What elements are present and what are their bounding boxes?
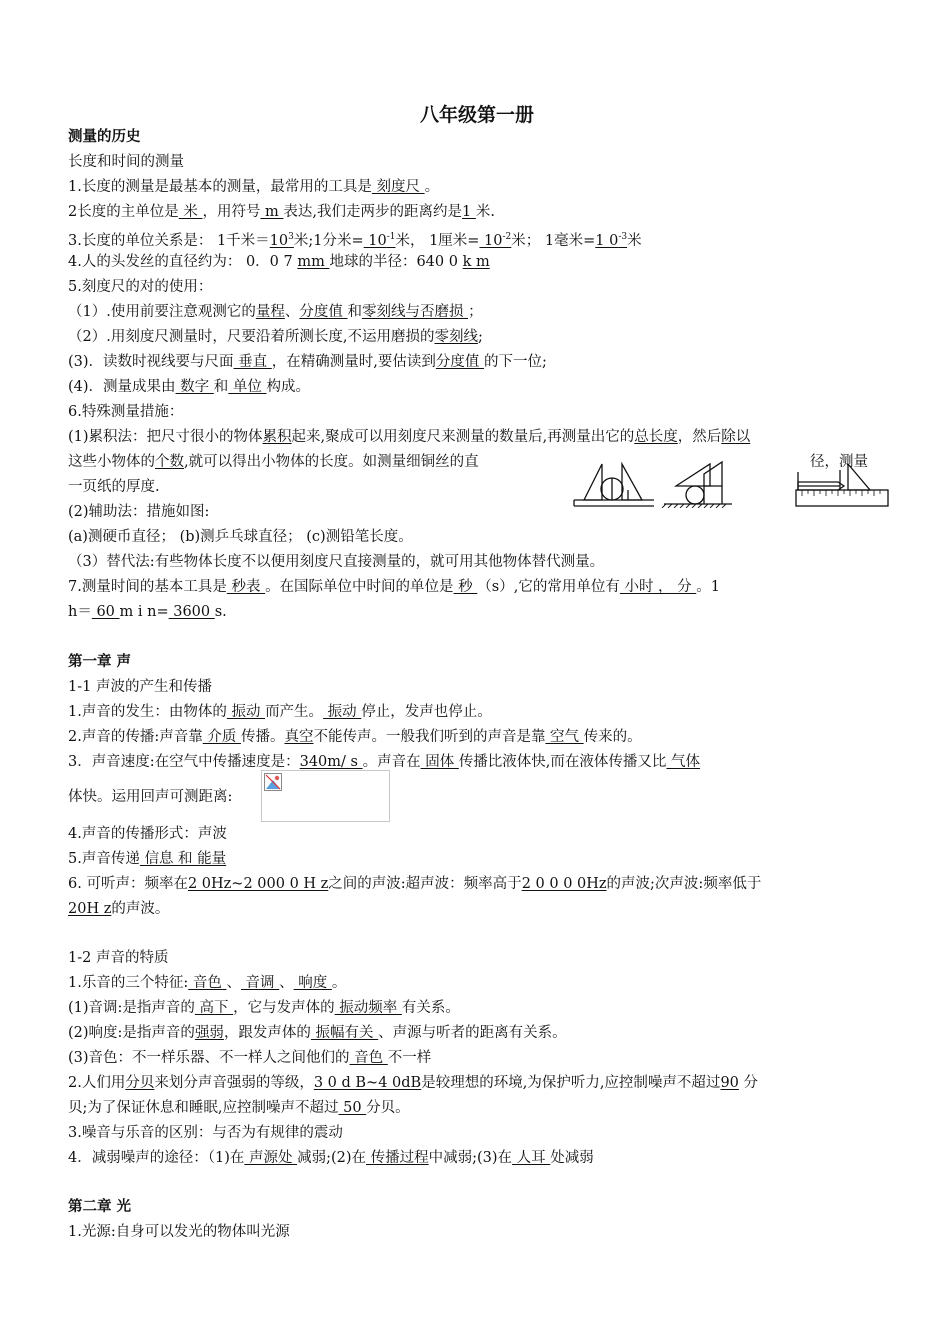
text-line: (2)辅助法：措施如图:	[68, 504, 210, 520]
text-line: 这些小物体的个数,就可以得出小物体的长度。如测量细铜丝的直	[68, 454, 479, 470]
coin-measure-figure	[574, 464, 654, 506]
subsection-heading: 1-2 声音的特质	[68, 950, 169, 966]
text-line: (2)响度:是指声音的强弱，跟发声体的 振幅有关 、声源与听者的距离有关系。	[68, 1025, 567, 1041]
text-line: 1.乐音的三个特征: 音色 、 音调 、 响度 。	[68, 975, 347, 991]
missing-image-placeholder	[261, 770, 390, 822]
text-line: 7.测量时间的基本工具是 秒表 。在国际单位中时间的单位是 秒 （s）,它的常用单位有 小时 ， 分 。1	[68, 579, 721, 595]
text-line-tail: 径，测量	[810, 454, 868, 470]
text-line: 1.光源:自身可以发光的物体叫光源	[68, 1224, 290, 1240]
text-line: 1.声音的发生：由物体的 振动 而产生。 振动 停止，发声也停止。	[68, 704, 492, 720]
text-line: 2.声音的传播:声音靠 介质 传播。真空不能传声。一般我们听到的声音是靠 空气 传来的。	[68, 729, 642, 745]
text-line: 体快。运用回声可测距离:	[68, 789, 233, 805]
pencil-measure-figure	[796, 464, 888, 506]
text-line: 5.刻度尺的对的使用：	[68, 279, 213, 295]
text-line: h＝ 60 m i n= 3600 s.	[68, 604, 227, 620]
text-line: 6. 可听声：频率在2 0Hz~2 000 0 H z之间的声波:超声波：频率高于2 0 0 0 0Hz的声波;次声波:频率低于	[68, 876, 762, 892]
text-line: 3．声音速度:在空气中传播速度是：340m/ s 。声音在 固体 传播比液体快,而在液体传播又比 气体	[68, 754, 701, 770]
text-line: (a)测硬币直径； (b)测乒乓球直径； (c)测铅笔长度。	[68, 529, 413, 545]
text-line: (1)音调:是指声音的 高下 ，它与发声体的 振动频率 有关系。	[68, 1000, 460, 1016]
section-heading: 测量的历史	[68, 129, 141, 145]
text-line: 3.长度的单位关系是： 1千米$=10^3$米;1分米= $10^{-1}$米， 1厘米= $10^{-2}$米； 1毫米=1 $0^{-3}$米	[68, 232, 642, 249]
measurement-figure	[572, 460, 892, 508]
subsection-heading: 长度和时间的测量	[68, 154, 184, 170]
text-line: 20H z的声波。	[68, 901, 170, 917]
text-line: 2.人们用分贝来划分声音强弱的等级，3 0 d B~4 0dB是较理想的环境,为保护听力,应控制噪声不超过90 分	[68, 1075, 758, 1091]
text-line: 6.特殊测量措施：	[68, 404, 184, 420]
text-line: 4.声音的传播形式：声波	[68, 826, 227, 842]
text-line: 贝;为了保证休息和睡眠,应控制噪声不超过 50 分贝。	[68, 1100, 410, 1116]
subsection-heading: 1-1 声波的产生和传播	[68, 679, 212, 695]
text-line: (3)．读数时视线要与尺面 垂直 ，在精确测量时,要估读到分度值 的下一位;	[68, 354, 547, 370]
text-line: （3）替代法:有些物体长度不以便用刻度尺直接测量的，就可用其他物体替代测量。	[68, 554, 605, 570]
text-line: 1.长度的测量是最基本的测量，最常用的工具是 刻度尺 。	[68, 179, 440, 195]
page-title: 八年级第一册	[419, 104, 534, 126]
ball-measure-figure	[662, 462, 732, 508]
text-line: 2长度的主单位是 米 ，用符号 m 表达,我们走两步的距离约是1 米.	[68, 204, 495, 220]
text-line: 一页纸的厚度.	[68, 479, 160, 495]
text-line: (3)音色：不一样乐器、不一样人之间他们的 音色 不一样	[68, 1050, 432, 1066]
text-line: 4.人的头发丝的直径约为： 0．0 7 mm 地球的半径：640 0 k m	[68, 254, 490, 270]
text-line: （1）.使用前要注意观测它的量程、分度值 和零刻线与否磨损 ；	[68, 304, 483, 320]
text-line: （2）.用刻度尺测量时，尺要沿着所测长度,不运用磨损的零刻线;	[68, 329, 483, 345]
text-line: 3.噪音与乐音的区别：与否为有规律的震动	[68, 1125, 343, 1141]
broken-image-icon	[264, 773, 282, 791]
chapter-heading: 第二章 光	[68, 1199, 132, 1215]
text-line: (1)累积法：把尺寸很小的物体累积起来,聚成可以用刻度尺来测量的数量后,再测量出它的总长度，然后除以	[68, 429, 751, 445]
chapter-heading: 第一章 声	[68, 654, 132, 670]
text-line: 4．减弱噪声的途径：（1)在 声源处 减弱;(2)在 传播过程中减弱;(3)在 人耳 处减弱	[68, 1150, 594, 1166]
text-line: 5.声音传递 信息 和 能量	[68, 851, 227, 867]
text-line: (4)．测量成果由 数字 和 单位 构成。	[68, 379, 310, 395]
